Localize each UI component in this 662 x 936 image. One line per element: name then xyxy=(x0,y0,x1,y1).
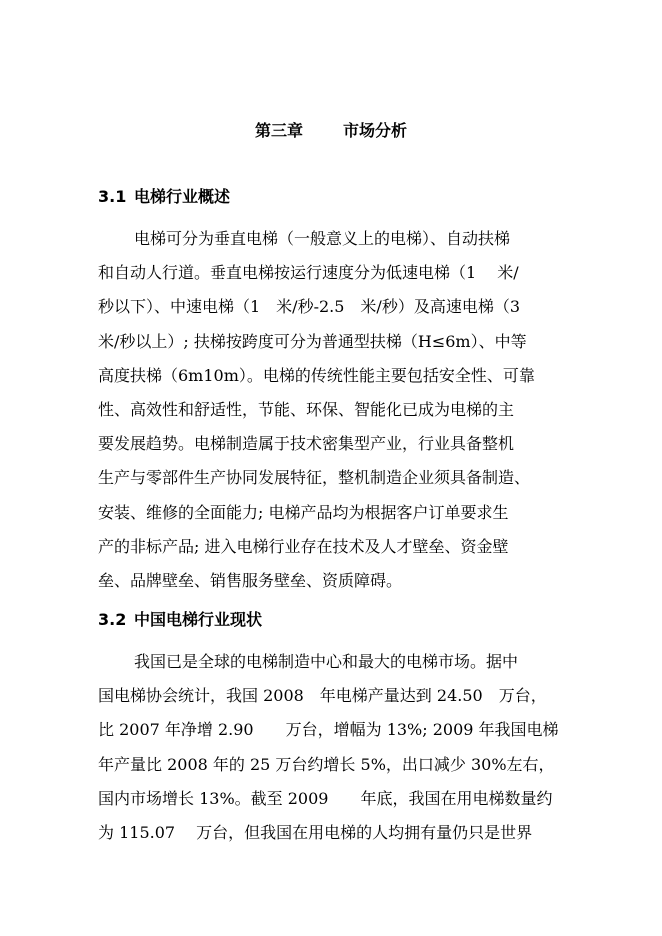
paragraph-line: 性、高效性和舒适性，节能、环保、智能化已成为电梯的主 xyxy=(98,399,515,419)
paragraph-line: 米/秒以上）; 扶梯按跨度可分为普通型扶梯（H≤6m）、中等 xyxy=(98,331,527,351)
section-title: 电梯行业概述 xyxy=(134,187,231,206)
paragraph-line: 国内市场增长 13%。截至 2009 年底，我国在用电梯数量约 xyxy=(98,788,553,808)
chapter-name: 市场分析 xyxy=(343,121,408,140)
paragraph-line: 我国已是全球的电梯制造中心和最大的电梯市场。据中 xyxy=(134,652,519,671)
paragraph-line: 国电梯协会统计，我国 2008 年电梯产量达到 24.50 万台， xyxy=(98,686,547,706)
paragraph-line: 产的非标产品; 进入电梯行业存在技术及人才壁垒、资金壁 xyxy=(98,536,509,556)
paragraph-line: 要发展趋势。电梯制造属于技术密集型产业，行业具备整机 xyxy=(98,434,515,454)
section-title: 中国电梯行业现状 xyxy=(134,610,263,629)
section-heading-3-2 xyxy=(98,609,262,631)
paragraph-line: 比 2007 年净增 2.90 万台，增幅为 13%; 2009 年我国电梯 xyxy=(98,720,559,740)
paragraph-line: 年产量比 2008 年的 25 万台约增长 5%，出口减少 30%左右， xyxy=(98,754,555,774)
paragraph-line: 为 115.07 万台，但我国在用电梯的人均拥有量仍只是世界 xyxy=(98,822,533,842)
paragraph-line: 秒以下）、中速电梯（1 米/秒-2.5 米/秒）及高速电梯（3 xyxy=(98,297,520,317)
section-3-2-paragraph xyxy=(98,645,578,850)
paragraph-line: 垒、品牌壁垒、销售服务壁垒、资质障碍。 xyxy=(98,570,403,590)
section-heading-3-1 xyxy=(98,186,230,208)
section-3-1-paragraph xyxy=(98,222,578,598)
paragraph-line: 生产与零部件生产协同发展特征，整机制造企业须具备制造、 xyxy=(98,468,531,488)
chapter-number: 第三章 xyxy=(254,121,303,140)
section-number: 3.2 xyxy=(98,610,127,629)
paragraph-line: 安装、维修的全面能力; 电梯产品均为根据客户订单要求生 xyxy=(98,502,509,522)
paragraph-line: 高度扶梯（6m10m）。电梯的传统性能主要包括安全性、可靠 xyxy=(98,365,535,385)
paragraph-line: 电梯可分为垂直电梯（一般意义上的电梯）、自动扶梯 xyxy=(134,229,511,248)
section-number: 3.1 xyxy=(98,187,127,206)
chapter-title xyxy=(0,120,662,142)
paragraph-line: 和自动人行道。垂直电梯按运行速度分为低速电梯（1 米/ xyxy=(98,263,519,283)
